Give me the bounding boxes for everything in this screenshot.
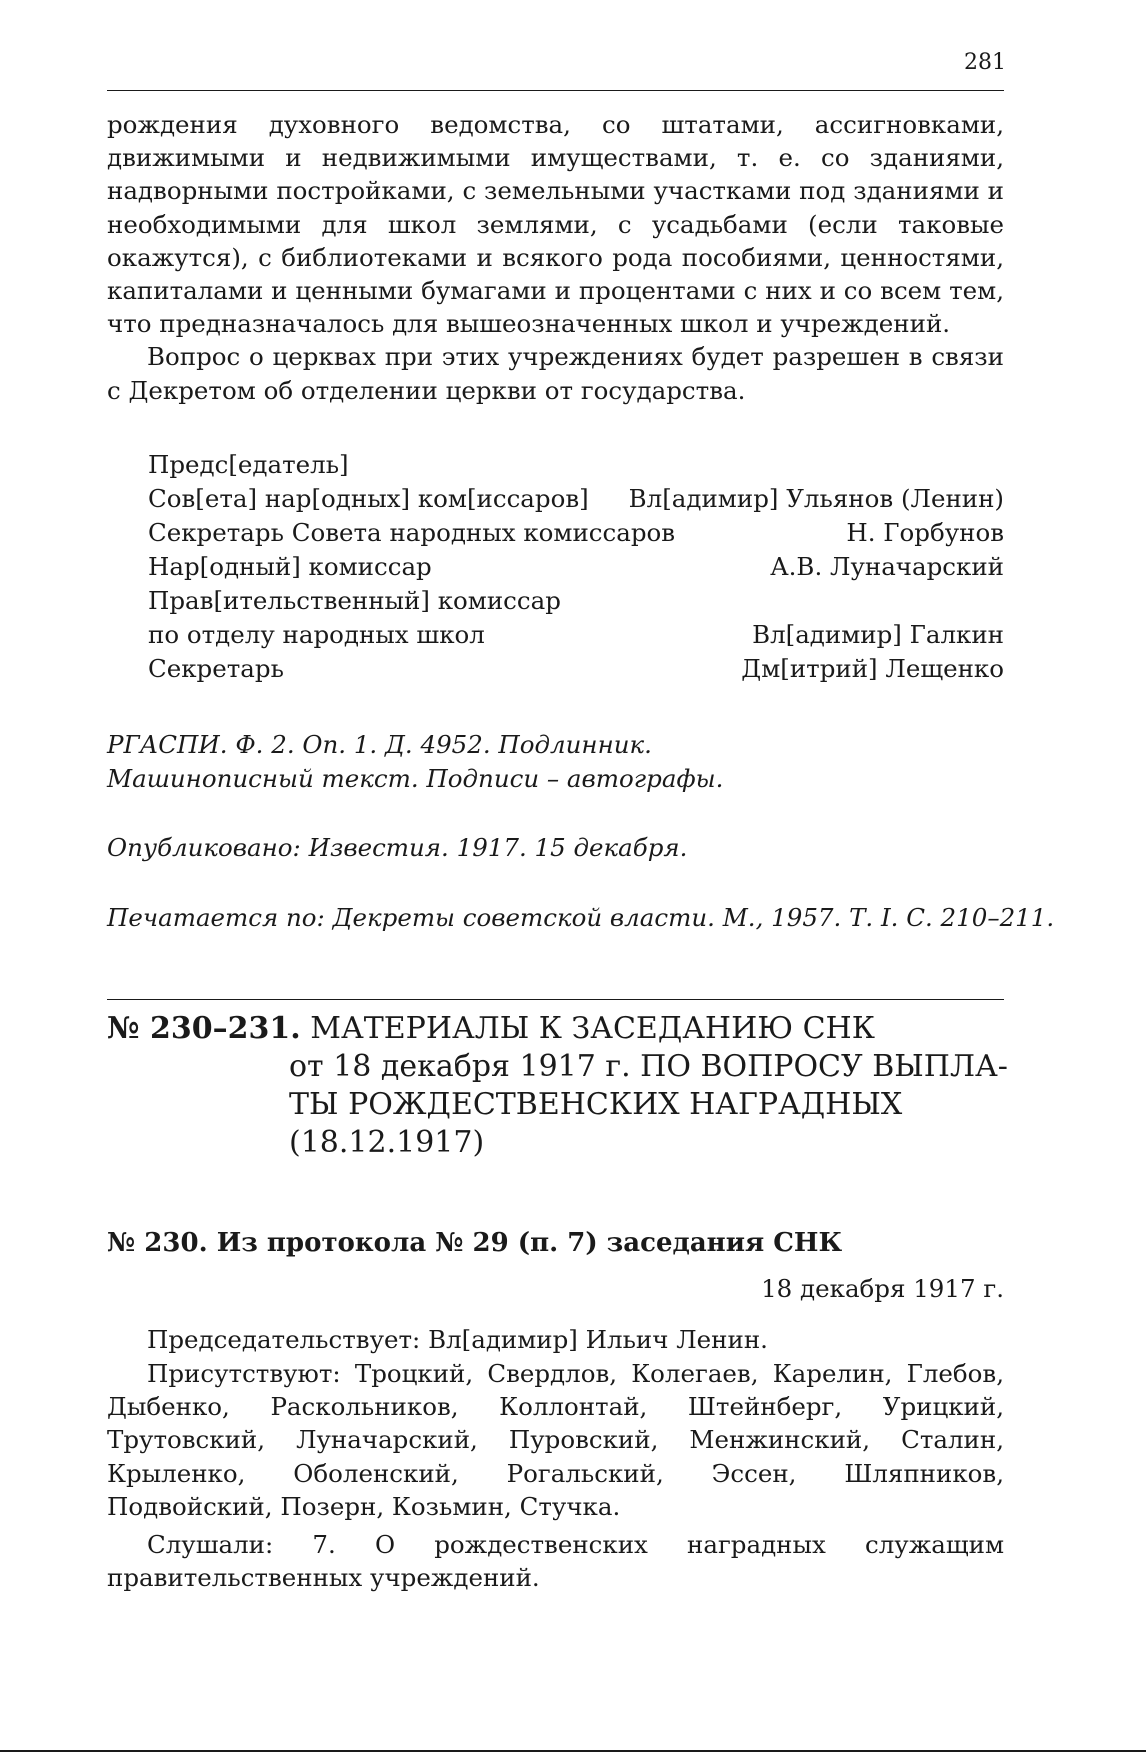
heading-line-4: (18.12.1917) bbox=[289, 1125, 485, 1160]
signature-row bbox=[148, 618, 1004, 652]
presiding-paragraph: Председательствует: Вл[адимир] Ильич Ленин. bbox=[147, 1325, 768, 1354]
document-subheading: № 230. Из протокола № 29 (п. 7) заседания СНК bbox=[107, 1228, 843, 1258]
signature-row bbox=[148, 516, 1004, 550]
intro-paragraph-1: рождения духовного ведомства, со штатами, ассигновками, движимыми и недвижимыми имуществами, т. е. со зданиями, надворными постройками, с земельными участками под зданиями и необходимыми для школ землями, с усадьбами (если таковые окажутся), с библиотеками и всякого рода пособиями, ценностями, капиталами и ценными бумагами и процентами с них и со всем тем, что предназначалось для вышеозначенных школ и учреждений. bbox=[107, 110, 1004, 339]
signature-row bbox=[148, 652, 1004, 686]
signature-name: Вл[адимир] Галкин bbox=[752, 620, 1004, 649]
presiding-text bbox=[107, 1323, 1004, 1356]
signature-role: Сов[ета] нар[одных] ком[иссаров] bbox=[148, 484, 589, 513]
heading-title-1: МАТЕРИАЛЫ К ЗАСЕДАНИЮ СНК bbox=[310, 1011, 875, 1046]
signature-role: по отделу народных школ bbox=[148, 620, 485, 649]
archive-line-1: РГАСПИ. Ф. 2. Оп. 1. Д. 4952. Подлинник. bbox=[107, 730, 652, 759]
page-number: 281 bbox=[964, 50, 1006, 75]
present-text bbox=[107, 1357, 1004, 1523]
heading-line-3: ТЫ РОЖДЕСТВЕНСКИХ НАГРАДНЫХ bbox=[289, 1087, 903, 1122]
signature-role: Нар[одный] комиссар bbox=[148, 552, 432, 581]
section-heading bbox=[107, 1010, 1008, 1162]
section-rule bbox=[107, 999, 1004, 1000]
signature-role: Секретарь Совета народных комиссаров bbox=[148, 518, 676, 547]
signature-role: Секретарь bbox=[148, 654, 284, 683]
signature-name: А.В. Луначарский bbox=[770, 552, 1004, 581]
archive-line-2: Машинописный текст. Подписи – автографы. bbox=[107, 764, 724, 793]
source-note: Печатается по: Декреты советской власти. М., 1957. Т. I. С. 210–211. bbox=[107, 903, 1055, 932]
heading-line-2: от 18 декабря 1917 г. ПО ВОПРОСУ ВЫПЛА- bbox=[289, 1049, 1008, 1084]
signature-row bbox=[148, 448, 1004, 482]
heard-paragraph: Слушали: 7. О рождественских наградных служащим правительственных учреждений. bbox=[107, 1530, 1004, 1593]
document-date: 18 декабря 1917 г. bbox=[761, 1274, 1004, 1303]
signature-name: Дм[итрий] Лещенко bbox=[741, 654, 1004, 683]
heading-number: № 230–231. bbox=[107, 1011, 301, 1046]
published-note: Опубликовано: Известия. 1917. 15 декабря. bbox=[107, 833, 688, 862]
signature-name: Н. Горбунов bbox=[846, 518, 1004, 547]
heard-text bbox=[107, 1528, 1004, 1594]
intro-paragraph-2: Вопрос о церквах при этих учреждениях будет разрешен в связи с Декретом об отделении церкви от государства. bbox=[107, 342, 1004, 405]
present-paragraph: Присутствуют: Троцкий, Свердлов, Колегаев, Карелин, Глебов, Дыбенко, Раскольников, Коллонтай, Штейнберг, Урицкий, Трутовский, Луначарский, Пуровский, Менжинский, Сталин, Крыленко, Оболенский, Рогальский, Эссен, Шляпников, Подвойский, Позерн, Козьмин, Стучка. bbox=[107, 1359, 1004, 1521]
signature-row bbox=[148, 482, 1004, 516]
bottom-edge-rule bbox=[0, 1750, 1146, 1752]
signature-role: Прав[ительственный] комиссар bbox=[148, 586, 561, 615]
signature-block bbox=[148, 448, 1004, 686]
intro-text bbox=[107, 108, 1004, 407]
signature-row bbox=[148, 550, 1004, 584]
header-rule bbox=[107, 90, 1004, 91]
signature-role: Предс[едатель] bbox=[148, 450, 349, 479]
signature-row bbox=[148, 584, 1004, 618]
archive-reference bbox=[107, 728, 723, 796]
signature-name: Вл[адимир] Ульянов (Ленин) bbox=[628, 484, 1004, 513]
heading-line-1 bbox=[107, 1010, 1008, 1048]
